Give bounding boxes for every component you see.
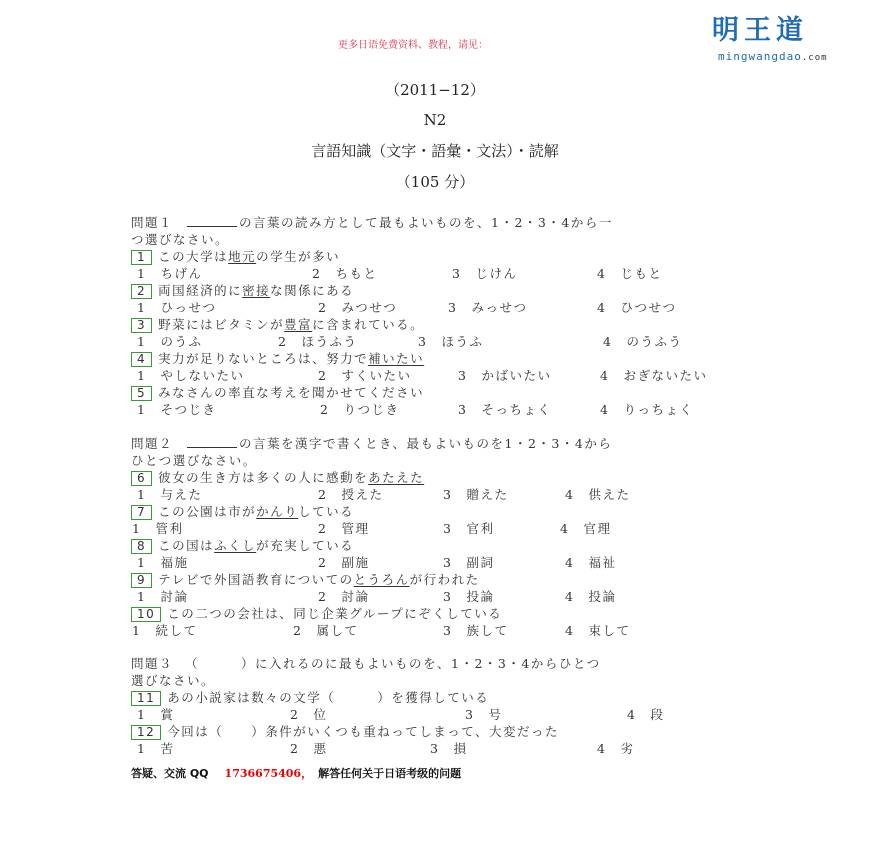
instruction-text: の言葉の読み方として最もよいものを、1・2・3・4から一 [239,215,613,230]
underlined-word: 補いたい [368,351,425,366]
footer-qq: 1736675406， [224,767,313,780]
stem-text: この国は [158,538,215,553]
stem-text: が行われた [409,572,480,587]
exam-subject: 言語知識（文字・語彙・文法）・読解 [311,142,559,160]
option-number: 3 [443,521,453,536]
option-number: 4 [560,521,570,536]
option-number: 3 [443,589,453,604]
option-number: 3 [458,368,468,383]
stem-text: この二つの会社は、同じ企業グループにぞくしている [167,606,503,621]
option-text: 劣 [620,741,635,756]
question-stem [131,350,424,367]
answer-option[interactable] [452,265,517,282]
answer-option[interactable] [137,706,174,723]
instruction-text-cont: 選びなさい。 [131,673,216,688]
option-number: 1 [137,300,147,315]
option-text: ひつせつ [620,300,677,315]
section-label: 問題１ [131,215,174,230]
stem-text: が充実している [256,538,355,553]
underlined-word: とうろん [353,572,410,587]
option-text: ひっせつ [160,300,217,315]
option-number: 1 [137,707,147,722]
option-number: 1 [132,623,142,638]
section-instruction [131,435,612,452]
option-text: 投論 [466,589,495,604]
answer-option[interactable] [560,520,611,537]
option-number: 4 [600,368,610,383]
question-stem [131,469,424,486]
stem-text: みなさんの率直な考えを聞かせてください [158,385,425,400]
answer-option[interactable] [565,486,630,503]
option-number: 4 [565,623,575,638]
option-number: 4 [627,707,637,722]
option-text: ほうふう [301,334,358,349]
answer-option[interactable] [565,588,616,605]
option-text: 族して [466,623,509,638]
logo-url[interactable] [718,50,828,65]
section-label: 問題２ [131,436,174,451]
option-text: 与えた [160,487,203,502]
option-number: 1 [132,521,142,536]
option-number: 3 [443,623,453,638]
section-label: 問題３ [131,656,174,671]
exam-level: N2 [423,111,447,129]
exam-time: （105 分） [395,173,475,191]
answer-option[interactable] [137,401,216,418]
option-text: りっちょく [623,402,694,417]
answer-option[interactable] [443,622,508,639]
option-text: りつじき [343,402,400,417]
answer-option[interactable] [318,486,383,503]
option-number: 3 [448,300,458,315]
option-number: 4 [603,334,613,349]
option-text: のうふう [626,334,683,349]
question-number-box: 6 [131,471,152,486]
option-number: 1 [137,368,147,383]
option-text: 続して [155,623,198,638]
option-text: かばいたい [481,368,552,383]
stem-text: の学生が多い [256,249,341,264]
question-number-box: 4 [131,352,152,367]
option-text: 討論 [341,589,370,604]
option-text: じもと [620,266,663,281]
option-number: 4 [565,589,575,604]
option-number: 4 [597,741,607,756]
question-number-box: 7 [131,505,152,520]
underlined-word: 地元 [228,249,257,264]
option-text: 賞 [160,707,175,722]
instruction-text: （ ）に入れるのに最もよいものを、1・2・3・4からひとつ [185,656,601,671]
option-number: 2 [290,707,300,722]
stem-text: に含まれている。 [312,317,425,332]
answer-option[interactable] [443,486,508,503]
option-text: 位 [313,707,328,722]
question-number-box: 8 [131,539,152,554]
answer-option[interactable] [318,367,411,384]
answer-option[interactable] [458,401,551,418]
option-number: 2 [318,521,328,536]
option-number: 1 [137,334,147,349]
question-number-box: 5 [131,386,152,401]
option-text: 損 [453,741,468,756]
option-number: 4 [597,266,607,281]
option-number: 1 [137,589,147,604]
option-text: 授えた [341,487,384,502]
underlined-word: ふくし [214,538,257,553]
underlined-word: かんり [256,504,299,519]
answer-option[interactable] [137,265,202,282]
option-text: 苦 [160,741,175,756]
option-number: 2 [293,623,303,638]
footer-contact [131,767,461,781]
answer-option[interactable] [290,740,327,757]
option-text: 属して [316,623,359,638]
option-number: 3 [418,334,428,349]
stem-text: 今回は（ ）条件がいくつも重ねってしまって、大変だった [167,724,560,739]
answer-option[interactable] [565,554,616,571]
answer-option[interactable] [137,367,244,384]
question-number-box: 9 [131,573,152,588]
option-number: 2 [290,741,300,756]
option-number: 1 [137,741,147,756]
blank-underline [187,216,237,227]
answer-option[interactable] [443,588,494,605]
question-stem [131,689,489,706]
option-number: 1 [137,487,147,502]
option-number: 2 [318,300,328,315]
footer-prefix: 答疑、交流 QQ [131,767,209,780]
question-stem [131,282,354,299]
question-number-box: 11 [131,691,161,706]
stem-text: この公園は市が [158,504,257,519]
answer-option[interactable] [448,299,527,316]
stem-text: 両国経済的に [158,283,243,298]
answer-option[interactable] [290,706,327,723]
question-stem [131,537,354,554]
stem-text: この大学は [158,249,229,264]
exam-date: （2011−12） [385,81,485,99]
answer-option[interactable] [318,588,369,605]
option-text: ちげん [160,266,203,281]
option-text: 副施 [341,555,370,570]
question-number-box: 1 [131,250,152,265]
answer-option[interactable] [137,486,202,503]
option-text: 副詞 [466,555,495,570]
logo-domain: mingwangdao [718,50,802,63]
stem-text: している [298,504,355,519]
option-text: 福祉 [588,555,617,570]
option-text: みっせつ [471,300,528,315]
answer-option[interactable] [137,299,216,316]
promo-text: 更多日语免费资料、教程，请见： [338,40,488,51]
answer-option[interactable] [320,401,399,418]
section-instruction [131,655,601,672]
option-text: 官理 [583,521,612,536]
option-text: 官利 [466,521,495,536]
answer-option[interactable] [458,367,551,384]
section-instruction [131,214,613,231]
option-number: 1 [137,402,147,417]
option-text: 投論 [588,589,617,604]
question-number-box: 10 [131,607,161,622]
option-text: そっちょく [481,402,552,417]
option-number: 2 [318,555,328,570]
answer-option[interactable] [137,554,188,571]
option-text: みつせつ [341,300,398,315]
logo-tld: .com [801,53,828,63]
option-text: 悪 [313,741,328,756]
underlined-word: 密接 [242,283,271,298]
option-text: じけん [475,266,518,281]
option-number: 2 [320,402,330,417]
answer-option[interactable] [132,622,197,639]
option-text: そつじき [160,402,217,417]
answer-option[interactable] [430,740,467,757]
option-text: 段 [650,707,665,722]
option-number: 1 [137,555,147,570]
option-number: 1 [137,266,147,281]
option-number: 4 [565,555,575,570]
instruction-text-cont: ひとつ選びなさい。 [131,453,257,468]
stem-text: 彼女の生き方は多くの人に感動を [158,470,369,485]
answer-option[interactable] [318,299,397,316]
option-number: 2 [318,487,328,502]
logo[interactable]: 明王道 [712,15,808,46]
option-text: 供えた [588,487,631,502]
option-number: 3 [443,555,453,570]
answer-option[interactable] [600,367,707,384]
answer-option[interactable] [627,706,664,723]
stem-text: 実力が足りないところは、努力で [158,351,369,366]
option-text: ちもと [335,266,378,281]
stem-text: 野菜にはビタミンが [158,317,285,332]
answer-option[interactable] [600,401,693,418]
answer-option[interactable] [603,333,682,350]
instruction-text-cont: つ選びなさい。 [131,232,230,247]
answer-option[interactable] [465,706,502,723]
answer-option[interactable] [318,520,369,537]
option-text: 号 [488,707,503,722]
option-number: 4 [565,487,575,502]
option-number: 2 [312,266,322,281]
underlined-word: あたえた [368,470,425,485]
question-stem [131,248,340,265]
blank-underline [187,437,237,448]
answer-option[interactable] [293,622,358,639]
question-stem [131,503,354,520]
option-text: やしないたい [160,368,245,383]
question-stem [131,571,480,588]
option-number: 3 [452,266,462,281]
answer-option[interactable] [597,299,676,316]
option-number: 4 [600,402,610,417]
answer-option[interactable] [418,333,483,350]
question-stem [131,316,424,333]
option-number: 3 [430,741,440,756]
option-number: 2 [318,589,328,604]
option-text: ほうふ [441,334,484,349]
option-text: すくいたい [341,368,412,383]
answer-option[interactable] [137,740,174,757]
stem-text: な関係にある [270,283,355,298]
option-text: 贈えた [466,487,509,502]
question-number-box: 3 [131,318,152,333]
answer-option[interactable] [312,265,377,282]
answer-option[interactable] [597,265,662,282]
option-number: 3 [465,707,475,722]
question-stem [131,605,502,622]
instruction-text: の言葉を漢字で書くとき、最もよいものを1・2・3・4から [239,436,613,451]
question-number-box: 2 [131,284,152,299]
question-stem [131,384,424,401]
option-text: 福施 [160,555,189,570]
option-number: 2 [318,368,328,383]
option-number: 3 [443,487,453,502]
answer-option[interactable] [137,333,202,350]
answer-option[interactable] [597,740,634,757]
answer-option[interactable] [318,554,369,571]
option-text: 管利 [155,521,184,536]
question-number-box: 12 [131,725,161,740]
option-text: のうふ [160,334,203,349]
answer-option[interactable] [565,622,630,639]
option-text: 管理 [341,521,370,536]
option-number: 4 [597,300,607,315]
answer-option[interactable] [132,520,183,537]
option-text: 討論 [160,589,189,604]
stem-text: テレビで外国語教育についての [158,572,354,587]
footer-suffix: 解答任何关于日语考级的问题 [318,767,462,780]
option-text: おぎないたい [623,368,708,383]
answer-option[interactable] [443,520,494,537]
option-number: 2 [278,334,288,349]
question-stem [131,723,559,740]
option-text: 束して [588,623,631,638]
answer-option[interactable] [278,333,357,350]
stem-text: あの小説家は数々の文学（ ）を獲得している [167,690,490,705]
answer-option[interactable] [443,554,494,571]
option-number: 3 [458,402,468,417]
answer-option[interactable] [137,588,188,605]
underlined-word: 豊富 [284,317,313,332]
